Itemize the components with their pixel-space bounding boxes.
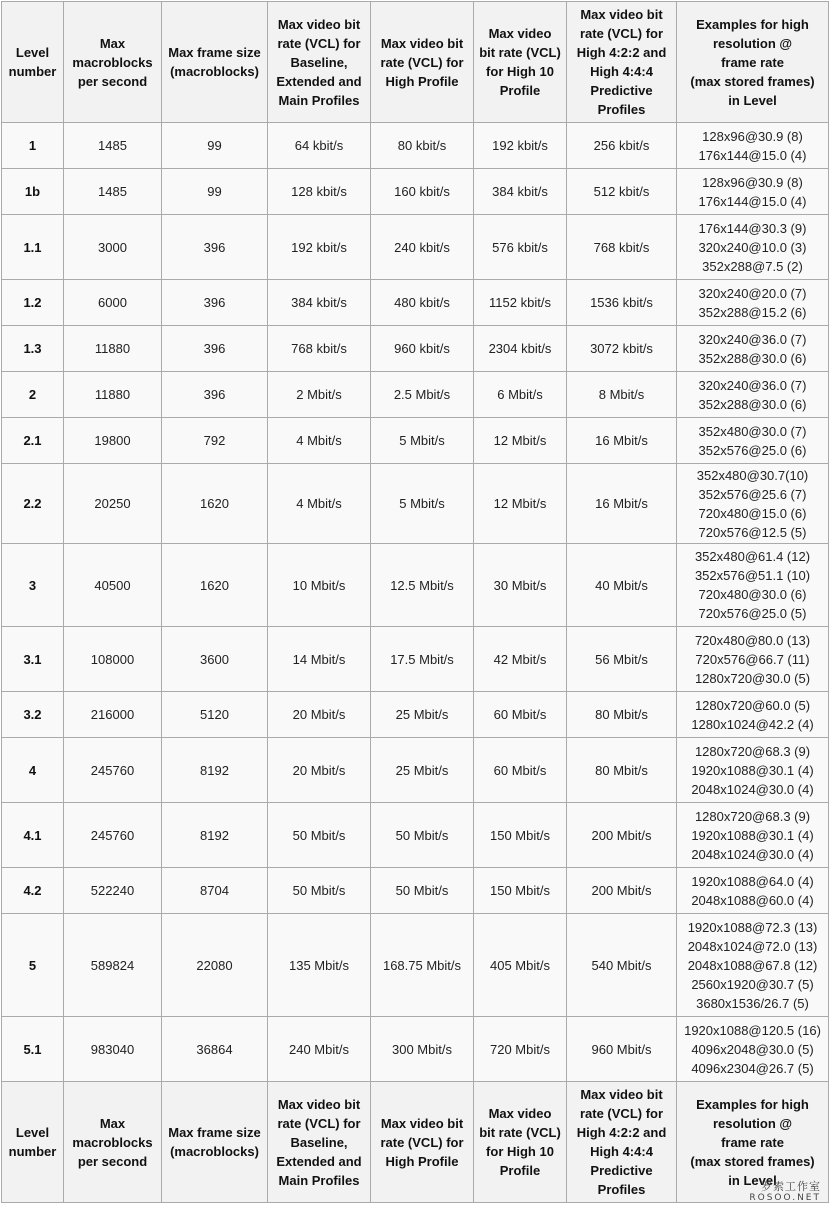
bitrate-high10-cell: 150 Mbit/s [474, 803, 567, 868]
watermark-site: ROSOO.NET [749, 1193, 821, 1203]
level-cell: 5.1 [2, 1017, 64, 1082]
examples-cell: 320x240@36.0 (7) 352x288@30.0 (6) [677, 372, 829, 418]
footer-level-number: Level number [2, 1082, 64, 1203]
level-cell: 3 [2, 544, 64, 627]
examples-cell: 176x144@30.3 (9) 320x240@10.0 (3) 352x288@7.5 (2) [677, 215, 829, 280]
table-footer-row [2, 1082, 829, 1203]
bitrate-high422-cell: 40 Mbit/s [567, 544, 677, 627]
bitrate-high-cell: 5 Mbit/s [371, 418, 474, 464]
table-row [2, 215, 829, 280]
table-row [2, 803, 829, 868]
frame-size-cell: 396 [162, 326, 268, 372]
bitrate-high10-cell: 1152 kbit/s [474, 280, 567, 326]
bitrate-high-cell: 50 Mbit/s [371, 803, 474, 868]
bitrate-main-cell: 240 Mbit/s [268, 1017, 371, 1082]
footer-max-macroblocks-per-second: Max macroblocks per second [64, 1082, 162, 1203]
bitrate-main-cell: 4 Mbit/s [268, 418, 371, 464]
frame-size-cell: 99 [162, 169, 268, 215]
bitrate-high10-cell: 384 kbit/s [474, 169, 567, 215]
level-cell: 2.2 [2, 464, 64, 544]
macroblocks-cell: 216000 [64, 692, 162, 738]
bitrate-main-cell: 20 Mbit/s [268, 738, 371, 803]
h264-levels-table [1, 1, 829, 1203]
frame-size-cell: 36864 [162, 1017, 268, 1082]
examples-cell: 1280x720@60.0 (5) 1280x1024@42.2 (4) [677, 692, 829, 738]
header-max-frame-size: Max frame size (macroblocks) [162, 2, 268, 123]
frame-size-cell: 8192 [162, 738, 268, 803]
macroblocks-cell: 19800 [64, 418, 162, 464]
macroblocks-cell: 6000 [64, 280, 162, 326]
bitrate-high10-cell: 60 Mbit/s [474, 738, 567, 803]
bitrate-high422-cell: 540 Mbit/s [567, 914, 677, 1017]
header-bitrate-high422-high444: Max video bit rate (VCL) for High 4:2:2 and High 4:4:4 Predictive Profiles [567, 2, 677, 123]
examples-cell: 128x96@30.9 (8) 176x144@15.0 (4) [677, 123, 829, 169]
header-bitrate-high10: Max video bit rate (VCL) for High 10 Profile [474, 2, 567, 123]
macroblocks-cell: 11880 [64, 372, 162, 418]
examples-cell: 320x240@20.0 (7) 352x288@15.2 (6) [677, 280, 829, 326]
table-row [2, 544, 829, 627]
bitrate-high10-cell: 720 Mbit/s [474, 1017, 567, 1082]
table-row [2, 169, 829, 215]
bitrate-high10-cell: 60 Mbit/s [474, 692, 567, 738]
frame-size-cell: 22080 [162, 914, 268, 1017]
frame-size-cell: 1620 [162, 464, 268, 544]
bitrate-high10-cell: 6 Mbit/s [474, 372, 567, 418]
frame-size-cell: 396 [162, 372, 268, 418]
examples-cell: 1920x1088@64.0 (4) 2048x1088@60.0 (4) [677, 868, 829, 914]
bitrate-high422-cell: 200 Mbit/s [567, 868, 677, 914]
header-examples: Examples for high resolution @ frame rate (max stored frames) in Level [677, 2, 829, 123]
bitrate-main-cell: 768 kbit/s [268, 326, 371, 372]
level-cell: 4.2 [2, 868, 64, 914]
table-row [2, 914, 829, 1017]
bitrate-high10-cell: 576 kbit/s [474, 215, 567, 280]
level-cell: 1 [2, 123, 64, 169]
header-level-number: Level number [2, 2, 64, 123]
bitrate-high-cell: 80 kbit/s [371, 123, 474, 169]
macroblocks-cell: 11880 [64, 326, 162, 372]
bitrate-main-cell: 384 kbit/s [268, 280, 371, 326]
bitrate-main-cell: 10 Mbit/s [268, 544, 371, 627]
macroblocks-cell: 983040 [64, 1017, 162, 1082]
frame-size-cell: 8704 [162, 868, 268, 914]
bitrate-main-cell: 135 Mbit/s [268, 914, 371, 1017]
examples-cell: 128x96@30.9 (8) 176x144@15.0 (4) [677, 169, 829, 215]
macroblocks-cell: 589824 [64, 914, 162, 1017]
examples-cell: 1280x720@68.3 (9) 1920x1088@30.1 (4) 2048x1024@30.0 (4) [677, 803, 829, 868]
bitrate-high-cell: 2.5 Mbit/s [371, 372, 474, 418]
macroblocks-cell: 1485 [64, 123, 162, 169]
bitrate-high422-cell: 56 Mbit/s [567, 627, 677, 692]
frame-size-cell: 99 [162, 123, 268, 169]
bitrate-high-cell: 960 kbit/s [371, 326, 474, 372]
bitrate-high10-cell: 150 Mbit/s [474, 868, 567, 914]
level-cell: 5 [2, 914, 64, 1017]
footer-bitrate-baseline-extended-main: Max video bit rate (VCL) for Baseline, Extended and Main Profiles [268, 1082, 371, 1203]
macroblocks-cell: 3000 [64, 215, 162, 280]
table-row [2, 464, 829, 544]
table-row [2, 326, 829, 372]
examples-cell: 1920x1088@72.3 (13) 2048x1024@72.0 (13) 2048x1088@67.8 (12) 2560x1920@30.7 (5) 3680x1536/26.7 (5) [677, 914, 829, 1017]
bitrate-high422-cell: 768 kbit/s [567, 215, 677, 280]
examples-cell: 720x480@80.0 (13) 720x576@66.7 (11) 1280x720@30.0 (5) [677, 627, 829, 692]
macroblocks-cell: 1485 [64, 169, 162, 215]
frame-size-cell: 792 [162, 418, 268, 464]
frame-size-cell: 3600 [162, 627, 268, 692]
level-cell: 1.2 [2, 280, 64, 326]
bitrate-main-cell: 192 kbit/s [268, 215, 371, 280]
level-cell: 1.1 [2, 215, 64, 280]
bitrate-high10-cell: 405 Mbit/s [474, 914, 567, 1017]
bitrate-high-cell: 168.75 Mbit/s [371, 914, 474, 1017]
bitrate-high-cell: 160 kbit/s [371, 169, 474, 215]
table-row [2, 280, 829, 326]
level-cell: 2.1 [2, 418, 64, 464]
examples-cell: 352x480@30.0 (7) 352x576@25.0 (6) [677, 418, 829, 464]
examples-cell: 1280x720@68.3 (9) 1920x1088@30.1 (4) 2048x1024@30.0 (4) [677, 738, 829, 803]
bitrate-high-cell: 12.5 Mbit/s [371, 544, 474, 627]
bitrate-high422-cell: 3072 kbit/s [567, 326, 677, 372]
bitrate-high-cell: 5 Mbit/s [371, 464, 474, 544]
frame-size-cell: 8192 [162, 803, 268, 868]
bitrate-high-cell: 25 Mbit/s [371, 692, 474, 738]
bitrate-high-cell: 25 Mbit/s [371, 738, 474, 803]
bitrate-high422-cell: 512 kbit/s [567, 169, 677, 215]
table-row [2, 1017, 829, 1082]
bitrate-main-cell: 128 kbit/s [268, 169, 371, 215]
macroblocks-cell: 108000 [64, 627, 162, 692]
frame-size-cell: 396 [162, 215, 268, 280]
level-cell: 1.3 [2, 326, 64, 372]
examples-cell: 352x480@30.7(10) 352x576@25.6 (7) 720x480@15.0 (6) 720x576@12.5 (5) [677, 464, 829, 544]
macroblocks-cell: 522240 [64, 868, 162, 914]
bitrate-main-cell: 20 Mbit/s [268, 692, 371, 738]
footer-max-frame-size: Max frame size (macroblocks) [162, 1082, 268, 1203]
watermark-chinese: 罗索工作室 [761, 1180, 821, 1193]
bitrate-high-cell: 50 Mbit/s [371, 868, 474, 914]
bitrate-high10-cell: 12 Mbit/s [474, 464, 567, 544]
bitrate-high-cell: 240 kbit/s [371, 215, 474, 280]
bitrate-high10-cell: 2304 kbit/s [474, 326, 567, 372]
bitrate-high10-cell: 42 Mbit/s [474, 627, 567, 692]
level-cell: 2 [2, 372, 64, 418]
bitrate-high-cell: 480 kbit/s [371, 280, 474, 326]
table-header-row [2, 2, 829, 123]
bitrate-high422-cell: 200 Mbit/s [567, 803, 677, 868]
bitrate-main-cell: 50 Mbit/s [268, 803, 371, 868]
footer-examples: Examples for high resolution @ frame rate (max stored frames) in Level [677, 1082, 829, 1203]
level-cell: 1b [2, 169, 64, 215]
macroblocks-cell: 245760 [64, 738, 162, 803]
level-cell: 4 [2, 738, 64, 803]
bitrate-high422-cell: 16 Mbit/s [567, 418, 677, 464]
bitrate-high-cell: 17.5 Mbit/s [371, 627, 474, 692]
macroblocks-cell: 20250 [64, 464, 162, 544]
header-bitrate-high: Max video bit rate (VCL) for High Profile [371, 2, 474, 123]
bitrate-high422-cell: 960 Mbit/s [567, 1017, 677, 1082]
bitrate-high422-cell: 16 Mbit/s [567, 464, 677, 544]
table-row [2, 123, 829, 169]
bitrate-main-cell: 14 Mbit/s [268, 627, 371, 692]
bitrate-main-cell: 64 kbit/s [268, 123, 371, 169]
frame-size-cell: 1620 [162, 544, 268, 627]
header-bitrate-baseline-extended-main: Max video bit rate (VCL) for Baseline, Extended and Main Profiles [268, 2, 371, 123]
examples-cell: 1920x1088@120.5 (16) 4096x2048@30.0 (5) 4096x2304@26.7 (5) [677, 1017, 829, 1082]
bitrate-high10-cell: 30 Mbit/s [474, 544, 567, 627]
table-row [2, 692, 829, 738]
level-cell: 3.2 [2, 692, 64, 738]
bitrate-main-cell: 4 Mbit/s [268, 464, 371, 544]
table-row [2, 418, 829, 464]
bitrate-main-cell: 50 Mbit/s [268, 868, 371, 914]
bitrate-main-cell: 2 Mbit/s [268, 372, 371, 418]
bitrate-high422-cell: 1536 kbit/s [567, 280, 677, 326]
bitrate-high-cell: 300 Mbit/s [371, 1017, 474, 1082]
bitrate-high422-cell: 8 Mbit/s [567, 372, 677, 418]
footer-bitrate-high422-high444: Max video bit rate (VCL) for High 4:2:2 and High 4:4:4 Predictive Profiles [567, 1082, 677, 1203]
table-row [2, 627, 829, 692]
examples-cell: 320x240@36.0 (7) 352x288@30.0 (6) [677, 326, 829, 372]
level-cell: 3.1 [2, 627, 64, 692]
footer-bitrate-high10: Max video bit rate (VCL) for High 10 Profile [474, 1082, 567, 1203]
macroblocks-cell: 40500 [64, 544, 162, 627]
level-cell: 4.1 [2, 803, 64, 868]
examples-cell: 352x480@61.4 (12) 352x576@51.1 (10) 720x480@30.0 (6) 720x576@25.0 (5) [677, 544, 829, 627]
table-row [2, 372, 829, 418]
bitrate-high422-cell: 256 kbit/s [567, 123, 677, 169]
bitrate-high422-cell: 80 Mbit/s [567, 738, 677, 803]
table-row [2, 868, 829, 914]
frame-size-cell: 5120 [162, 692, 268, 738]
table-row [2, 738, 829, 803]
bitrate-high10-cell: 192 kbit/s [474, 123, 567, 169]
bitrate-high10-cell: 12 Mbit/s [474, 418, 567, 464]
frame-size-cell: 396 [162, 280, 268, 326]
footer-bitrate-high: Max video bit rate (VCL) for High Profile [371, 1082, 474, 1203]
header-max-macroblocks-per-second: Max macroblocks per second [64, 2, 162, 123]
macroblocks-cell: 245760 [64, 803, 162, 868]
bitrate-high422-cell: 80 Mbit/s [567, 692, 677, 738]
